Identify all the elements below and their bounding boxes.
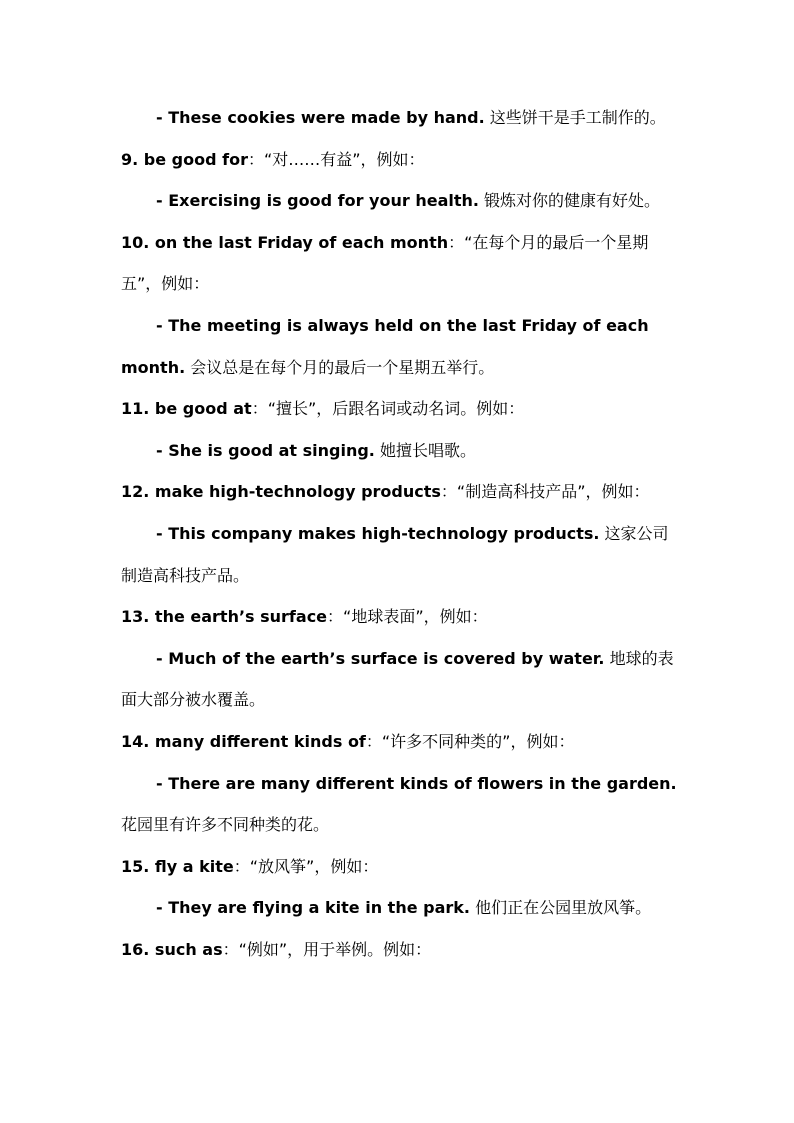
phrase-line — [121, 721, 681, 763]
phrase-chinese: ：“擅长”，后跟名词或动名词。例如： — [251, 399, 525, 419]
example-line — [121, 638, 681, 721]
example-line — [121, 180, 681, 222]
phrase-chinese: ：“地球表面”，例如： — [327, 607, 488, 627]
example-english: - She is good at singing. — [156, 440, 375, 460]
phrase-english: 12. make high-technology products — [121, 482, 441, 502]
example-english: - Much of the earth’s surface is covered by water. — [156, 648, 605, 668]
phrase-line — [121, 222, 681, 305]
example-chinese: 这家公司制造高科技产品。 — [121, 523, 669, 585]
phrase-line — [121, 846, 681, 888]
example-english: - These cookies were made by hand. — [156, 108, 485, 127]
phrase-chinese: ：“对……有益”，例如： — [247, 149, 425, 169]
example-english: - The meeting is always held on the last Friday of each month. — [121, 315, 649, 377]
document-body — [121, 97, 681, 970]
phrase-chinese: ：“放风筝”，例如： — [233, 856, 379, 876]
phrase-line — [121, 471, 681, 513]
example-chinese: 他们正在公园里放风筝。 — [470, 898, 652, 918]
example-english: - This company makes high-technology products. — [156, 523, 600, 543]
example-chinese: 锻炼对你的健康有好处。 — [478, 191, 661, 211]
example-chinese: 会议总是在每个月的最后一个星期五举行。 — [185, 357, 495, 377]
phrase-chinese: ：“许多不同种类的”，例如： — [365, 731, 575, 751]
phrase-line — [121, 139, 681, 181]
example-chinese: 花园里有许多不同种类的花。 — [121, 815, 330, 835]
phrase-english: 13. the earth’s surface — [121, 607, 328, 627]
phrase-english: 11. be good at — [121, 399, 252, 419]
phrase-chinese: ：“制造高科技产品”，例如： — [440, 482, 650, 502]
phrase-english: 15. fly a kite — [121, 856, 234, 876]
example-english: - Exercising is good for your health. — [156, 191, 479, 211]
phrase-english: 9. be good for — [121, 149, 248, 169]
phrase-chinese: ：“在每个月的最后一个星期五”，例如： — [121, 232, 649, 294]
example-line — [121, 763, 681, 846]
example-line — [121, 430, 681, 472]
example-chinese: 她擅长唱歌。 — [374, 440, 476, 460]
example-line — [121, 97, 681, 139]
phrase-line — [121, 596, 681, 638]
phrase-line — [121, 929, 681, 971]
example-english: - There are many different kinds of flowers in the garden. — [156, 773, 677, 793]
example-line — [121, 305, 681, 388]
phrase-chinese: ：“例如”，用于举例。例如： — [222, 939, 432, 959]
phrase-english: 16. such as — [121, 939, 223, 959]
example-line — [121, 513, 681, 596]
phrase-english: 10. on the last Friday of each month — [121, 232, 449, 252]
phrase-line — [121, 388, 681, 430]
example-chinese: 这些饼干是手工制作的。 — [484, 108, 666, 127]
example-english: - They are flying a kite in the park. — [156, 898, 470, 918]
example-line — [121, 887, 681, 929]
example-chinese: 地球的表面大部分被水覆盖。 — [121, 648, 674, 710]
phrase-english: 14. many different kinds of — [121, 731, 366, 751]
